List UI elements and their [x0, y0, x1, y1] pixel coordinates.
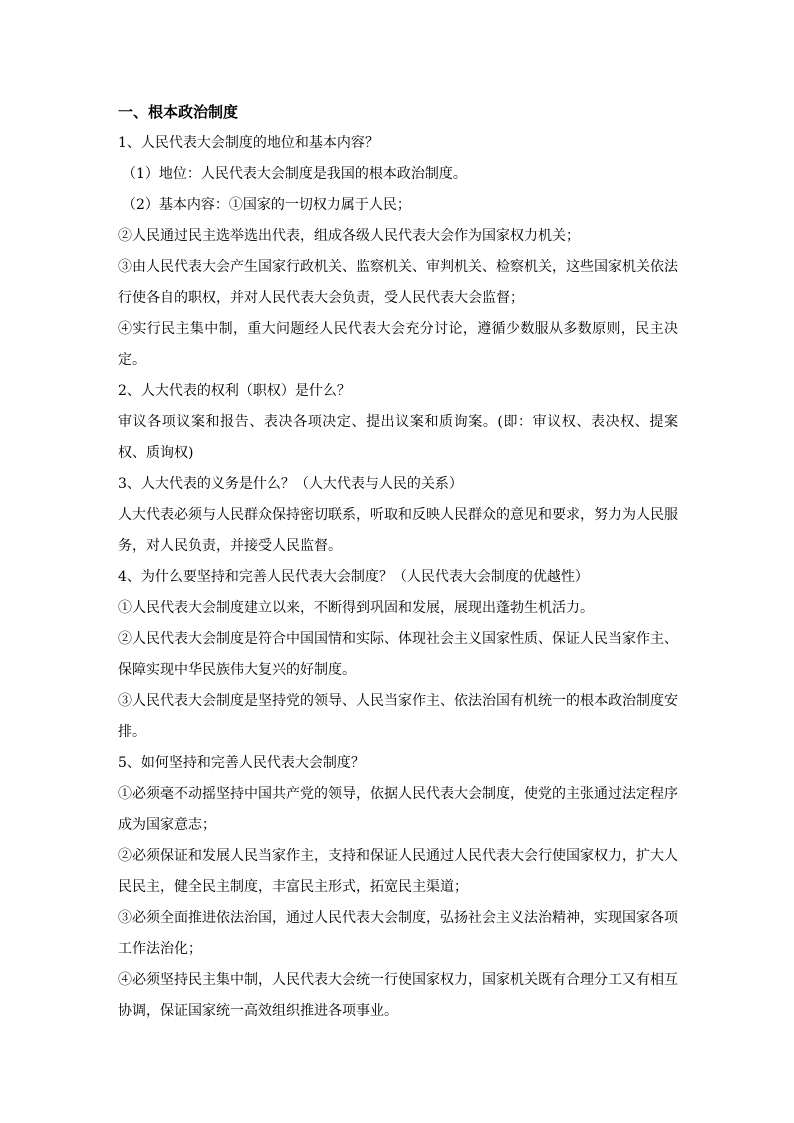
q5-item-4: ④必须坚持民主集中制，人民代表大会统一行使国家权力，国家机关既有合理分工又有相互协调，保证国家统一高效组织推进各项事业。 [118, 972, 678, 1019]
question-5: 5、如何坚持和完善人民代表大会制度？ [118, 755, 365, 771]
q1-item-2: ②人民通过民主选举选出代表，组成各级人民代表大会作为国家权力机关； [118, 228, 580, 244]
q1-position: （1）地位：人民代表大会制度是我国的根本政治制度。 [122, 166, 467, 182]
q5-item-3: ③必须全面推进依法治国，通过人民代表大会制度，弘扬社会主义法治精神，实现国家各项工作法治化； [118, 910, 678, 957]
q4-item-3: ③人民代表大会制度是坚持党的领导、人民当家作主、依法治国有机统一的根本政治制度安排。 [118, 693, 678, 740]
question-1: 1、人民代表大会制度的地位和基本内容？ [118, 135, 379, 151]
question-2: 2、人大代表的权利（职权）是什么？ [118, 383, 351, 399]
q4-item-2: ②人民代表大会制度是符合中国国情和实际、体现社会主义国家性质、保证人民当家作主、保障实现中华民族伟大复兴的好制度。 [118, 631, 678, 678]
q4-item-1: ①人民代表大会制度建立以来，不断得到巩固和发展，展现出蓬勃生机活力。 [118, 600, 594, 616]
question-3: 3、人大代表的义务是什么？（人大代表与人民的关系） [118, 476, 463, 492]
question-4: 4、为什么要坚持和完善人民代表大会制度？（人民代表大会制度的优越性） [118, 569, 589, 585]
q1-item-3: ③由人民代表大会产生国家行政机关、监察机关、审判机关、检察机关，这些国家机关依法行使各自的职权，并对人民代表大会负责，受人民代表大会监督； [118, 259, 678, 306]
q1-item-4: ④实行民主集中制，重大问题经人民代表大会充分讨论，遵循少数服从多数原则，民主决定。 [118, 321, 678, 368]
q2-answer: 审议各项议案和报告、表决各项决定、提出议案和质询案。(即：审议权、表决权、提案权、质询权) [118, 414, 678, 461]
q3-answer: 人大代表必须与人民群众保持密切联系，听取和反映人民群众的意见和要求，努力为人民服务，对人民负责，并接受人民监督。 [118, 507, 678, 554]
document-page [118, 97, 678, 1027]
q5-item-2: ②必须保证和发展人民当家作主，支持和保证人民通过人民代表大会行使国家权力，扩大人民民主，健全民主制度，丰富民主形式，拓宽民主渠道； [118, 848, 678, 895]
section-heading: 一、根本政治制度 [118, 103, 239, 121]
q5-item-1: ①必须毫不动摇坚持中国共产党的领导，依据人民代表大会制度，使党的主张通过法定程序成为国家意志； [118, 786, 678, 833]
q1-content-intro: （2）基本内容：①国家的一切权力属于人民； [122, 197, 411, 213]
